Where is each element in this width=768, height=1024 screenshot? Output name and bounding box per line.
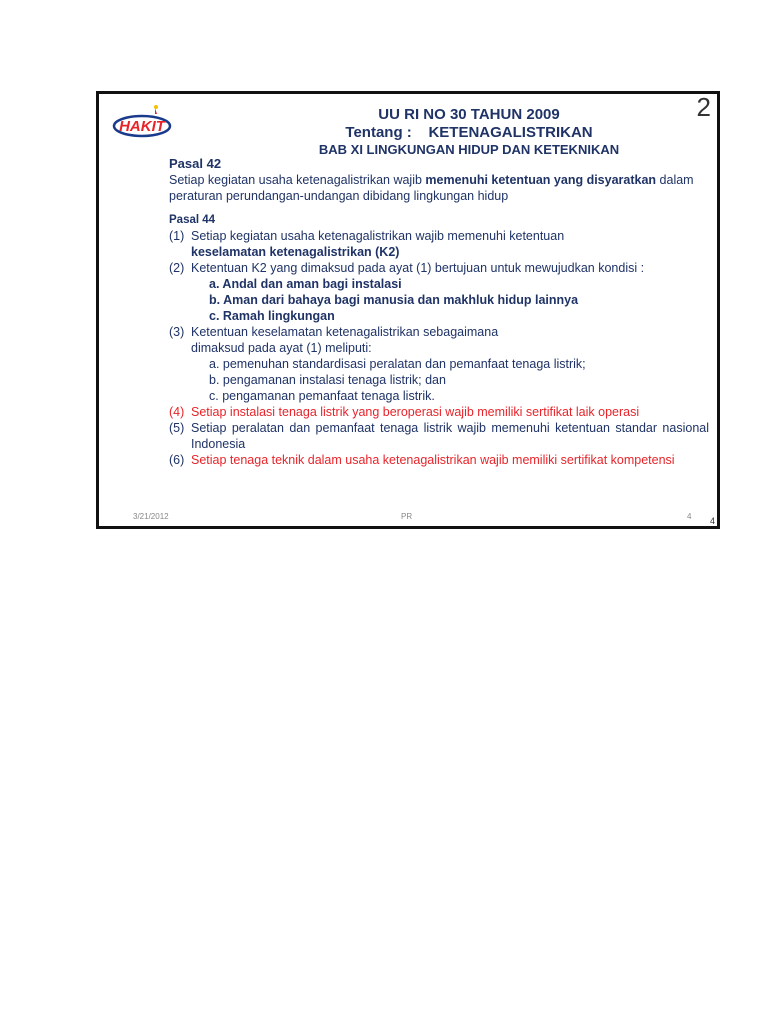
logo-text: HAKIT xyxy=(119,118,165,135)
corner-small-number: 4 xyxy=(709,516,715,526)
title-line-1: UU RI NO 30 TAHUN 2009 xyxy=(378,106,560,123)
item-text: Ketentuan K2 yang dimaksud pada ayat (1) bertujuan untuk mewujudkan kondisi : xyxy=(191,261,645,275)
slide-content xyxy=(169,156,709,468)
hakit-logo xyxy=(111,102,173,142)
pasal-44-item-3-sub-b: b. pengamanan instalasi tenaga listrik; dan xyxy=(209,373,446,387)
title-line-2: Tentang : KETENAGALISTRIKAN xyxy=(345,124,593,141)
item-number: (3) xyxy=(169,325,185,339)
footer-date: 3/21/2012 xyxy=(133,512,169,521)
title-block xyxy=(259,106,679,158)
corner-number: 2 xyxy=(696,92,711,122)
slide-frame xyxy=(96,91,720,529)
item-text: Ketentuan keselamatan ketenagalistrikan sebagaimana xyxy=(191,325,499,339)
pasal-44-item-2 xyxy=(169,260,709,276)
pasal-44-item-6 xyxy=(169,452,709,468)
pasal-44-item-5 xyxy=(169,420,709,452)
footer-center: PR xyxy=(401,512,413,521)
pasal-42-heading: Pasal 42 xyxy=(169,156,222,171)
pasal-42-text-bold: memenuhi ketentuan yang disyaratkan xyxy=(425,173,657,187)
item-number: (1) xyxy=(169,229,185,243)
pasal-42-text-c: dalam peraturan perundangan-undangan dibidang lingkungan hidup xyxy=(169,173,694,203)
pasal-44-item-2-sub-c: c. Ramah lingkungan xyxy=(209,309,335,323)
pasal-44-item-1-cont: keselamatan ketenagalistrikan (K2) xyxy=(191,245,400,259)
item-number: (4) xyxy=(169,405,185,419)
item-number: (6) xyxy=(169,453,185,467)
title-line-3: BAB XI LINGKUNGAN HIDUP DAN KETEKNIKAN xyxy=(318,142,620,157)
item-number: (5) xyxy=(169,421,185,435)
item-text: Setiap kegiatan usaha ketenagalistrikan wajib memenuhi ketentuan xyxy=(191,229,565,243)
pasal-44-item-3 xyxy=(169,324,709,340)
pasal-42-text xyxy=(169,172,709,204)
pasal-44-item-1 xyxy=(169,228,709,244)
item-text: Setiap instalasi tenaga listrik yang beroperasi wajib memiliki sertifikat laik operasi xyxy=(191,405,640,419)
pasal-44-item-4 xyxy=(169,404,709,420)
pasal-44-item-3-sub-a: a. pemenuhan standardisasi peralatan dan pemanfaat tenaga listrik; xyxy=(209,357,586,371)
item-text: Setiap peralatan dan pemanfaat tenaga listrik wajib memenuhi ketentuan standar nasional Indonesia xyxy=(191,421,709,451)
item-text: Setiap tenaga teknik dalam usaha ketenagalistrikan wajib memiliki sertifikat kompetensi xyxy=(191,453,675,467)
pasal-44-item-2-sub-b: b. Aman dari bahaya bagi manusia dan makhluk hidup lainnya xyxy=(209,293,579,307)
item-number: (2) xyxy=(169,261,185,275)
pasal-44-item-3-sub-c: c. pengamanan pemanfaat tenaga listrik. xyxy=(209,389,435,403)
pasal-44-item-2-sub-a: a. Andal dan aman bagi instalasi xyxy=(209,277,402,291)
pasal-44-item-3-cont: dimaksud pada ayat (1) meliputi: xyxy=(191,341,372,355)
pasal-44-heading: Pasal 44 xyxy=(169,214,216,226)
footer-page: 4 xyxy=(687,512,692,521)
pasal-42-text-a: Setiap kegiatan usaha ketenagalistrikan wajib xyxy=(169,173,426,187)
